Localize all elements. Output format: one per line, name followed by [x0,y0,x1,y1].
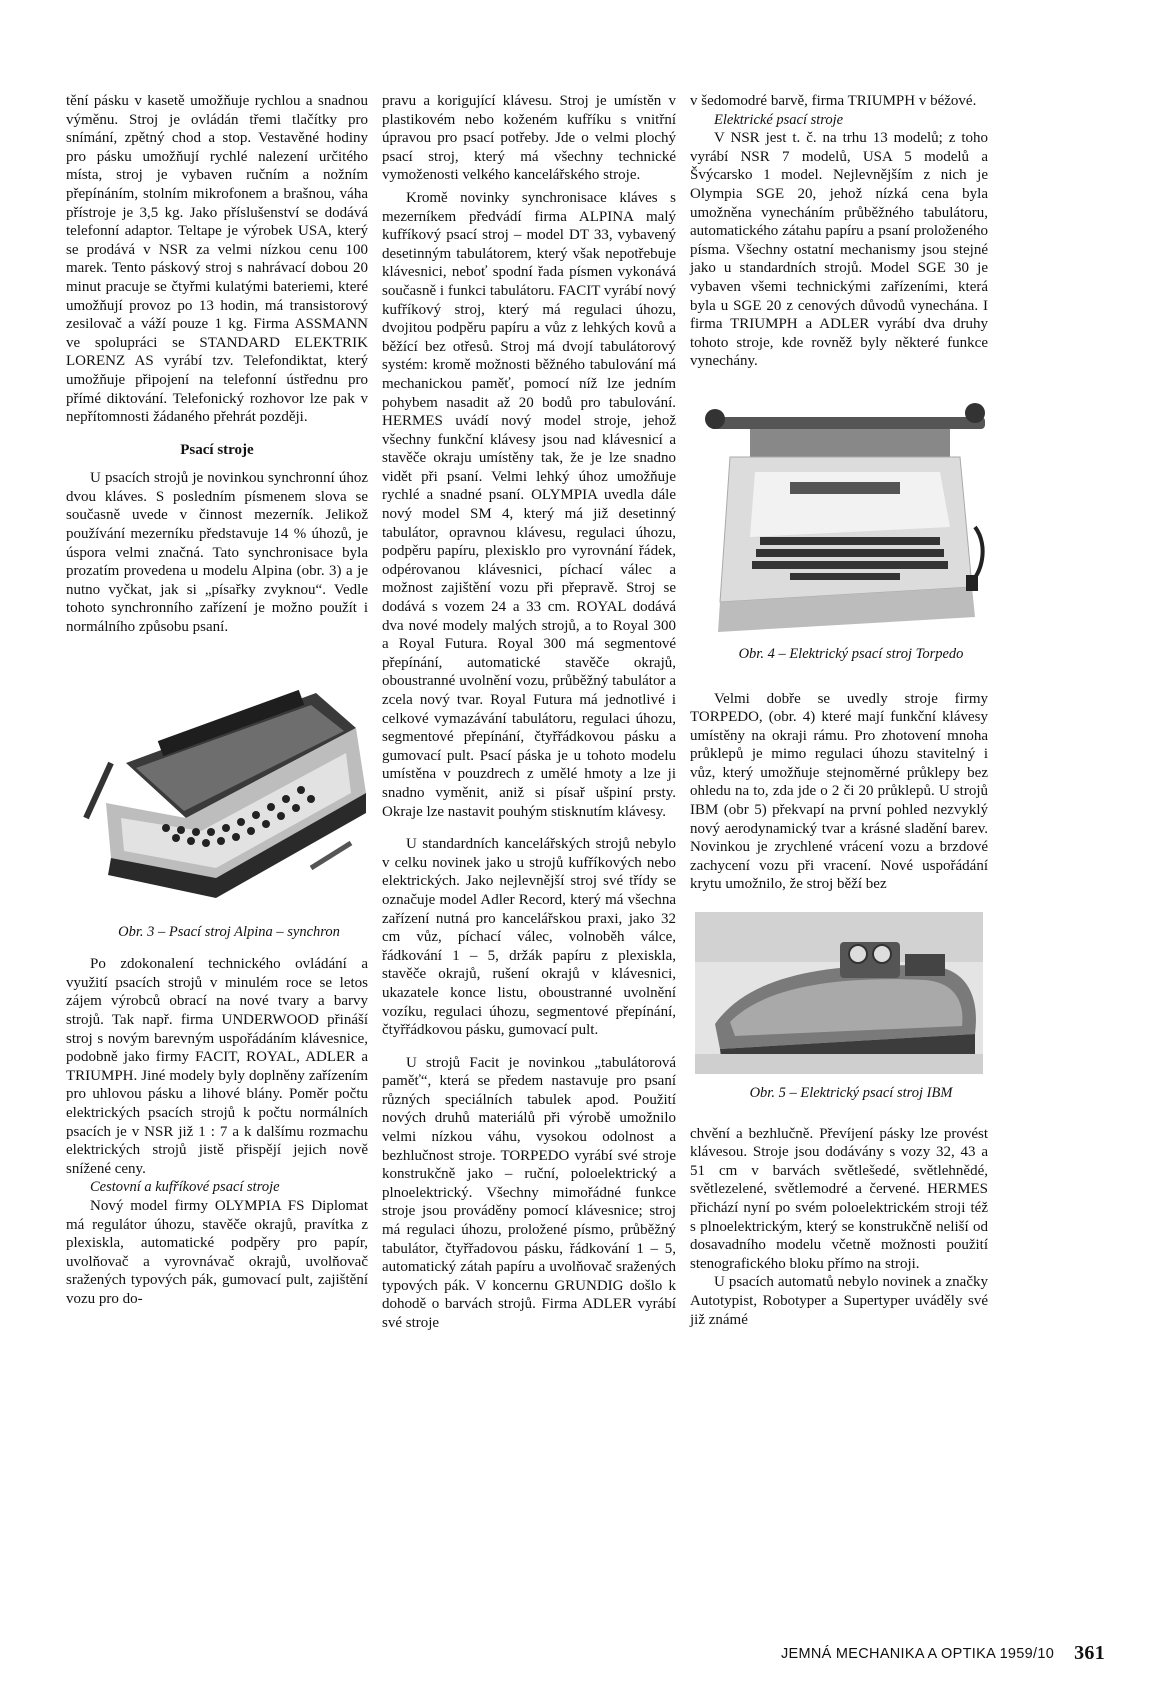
paragraph: U strojů Facit je novinkou „tabulátorová paměť“, která se předem nastavuje pro psaní různých speciálních tabulek apod. Použití nových druhů materiálů při výrobě umožnilo velmi nízkou váhu, vysokou odolnost a bezhlučnost stroje. TORPEDO vyrábí své stroje konstrukčně jako – ruční, poloelektrický a plnoelektrický. Všechny mimořádné funkce stroje jsou prováděny pomocí klávesnice; stroj má regulaci úhozu, proložené písmo, průběžný tabulátor, čtyřřadovou pásku, řádkování 1 – 5, automatický zátah papíru a uvolňovač sražených typových pák. V koncernu GRUNDIG došlo k dohodě o barvách strojů. Firma ADLER vyrábí své stroje [382,1054,676,1331]
paragraph: U psacích strojů je novinkou synchronní úhoz dvou kláves. S posledním písmenem slova se současně uvede v činnost mezerník. Jelikož používání mezerníku představuje 14 % úhozů, je úspora velmi značná. Tato synchronisace byla prozatím provedena u modelu Alpina (obr. 3) a je nutno vyčkat, jak si „písařky zvyknou“. Vedle tohoto synchronního zařízení je možno použít i normálního způsobu psaní. [66,470,368,636]
figure-3-caption: Obr. 3 – Psací stroj Alpina – synchron [118,923,340,940]
paragraph: v šedomodré barvě, firma TRIUMPH v béžové. [690,93,977,109]
paragraph: Velmi dobře se uvedly stroje firmy TORPEDO, (obr. 4) které mají funkční klávesy umístěny na okraji rámu. Pro zhotovení mnoha průklepů je mimo regulaci úhozu stavitelný i vůz, který umožňuje stejnoměrné průklepy bez ohledu na to, zda jde o 2 či 20 průklepů. U strojů IBM (obr 5) překvapí na první pohled nezvyklý nový aerodynamický tvar a krásné sladění barev. Novinkou je zrychlené vrácení vozu a brzdové zachycení vozu při vracení. Nové uspořádání krytu umožnilo, že stroj běží bez [690,690,988,893]
figure-4-torpedo-typewriter [690,377,988,664]
paragraph: tění pásku v kasetě umožňuje rychlou a snadnou výměnu. Stroj je ovládán třemi tlačítky pro snímání, zpětný chod a stop. Vestavěné hodiny pro pásku umožňují rychlé nalezení určitého místa, stroj je vybaven ručním a nožním přepínáním, stolním mikrofonem a brašnou, váha přístroje je 3,5 kg. Jako příslušenství se dodává telefonní adaptor. Teltape je výrobek USA, který se prodává v NSR za velmi nízkou cenu 100 marek. Tento páskový stroj s nahrávací dobou 20 minut pracuje se čtyřmi kulatými bateriemi, které umožňují provoz po 13 hodin, má transistorový zesilovač a váží pouze 1 kg. Firma ASSMANN ve spolupráci se STANDARD ELEKTRIK LORENZ AS vyrábí tzv. Telefondiktat, který umožňuje připojení na telefonní ústřednu pro přímé diktování. Telefonický rozhovor lze pak v nepřítomnosti žádaného přehrát později. [66,93,368,426]
column-1 [66,92,368,1309]
paragraph: Nový model firmy OLYMPIA FS Diplomat má regulátor úhozu, stavěče okrajů, pravítka z plexiskla, automatické podpěry pro papír, uvolňovač a vyrovnávač okrajů, uvolňovač sražených typových pák, gumovací pult, zajištění vozu pro do- [66,1197,368,1307]
column-3 [690,92,988,1329]
ibm-typewriter-image [690,904,988,1084]
paragraph: U psacích automatů nebylo novinek a značky Autotypist, Robotyper a Supertyper uváděly své již známé [690,1274,988,1328]
figure-5-caption: Obr. 5 – Elektrický psací stroj IBM [749,1085,953,1102]
paragraph: pravu a korigující klávesu. Stroj je umístěn v plastikovém nebo koženém kufříku s vnitřní úpravou pro psací potřeby. Jde o velmi plochý psací stroj, který má všechny technické vymoženosti velkého kancelářského stroje. [382,93,676,184]
alpina-typewriter-image [66,643,368,923]
paragraph: chvění a bezhlučně. Převíjení pásky lze provést klávesou. Stroje jsou dodávány s vozy 32, 43 a 51 cm v barvách světlešedé, světlehnědé, světlezelené, světlemodré a červené. HERMES přichází nyní po svém poloelektrickém stroji též s plnoelektrickým, který se konstrukčně neliší od dosavadního modelu včetně možnosti použití stenografického bloku přímo na stroji. [690,1125,988,1272]
paragraph: U standardních kancelářských strojů nebylo v celku novinek jako u strojů kufříkových nebo elektrických. Jako nejlevnější stroj své třídy se označuje model Adler Record, který má všechna zařízení nutná pro kancelářskou praxi, jako 32 cm vůz, píchací válec, volnoběh válce, řádkování 1 – 5, držák papíru z plexiskla, stavěče okrajů, rušení okrajů v klávesnici, ukazatele konce listu, oboustranné uvolnění vozíku, regulaci úhozu, segmentové přepínání, čtyřřádkovou pásku, gumovací pult. [382,836,676,1039]
page-footer [781,1642,1105,1665]
journal-name: JEMNÁ MECHANIKA A OPTIKA 1959/10 [780,1646,1055,1662]
page-number: 361 [1074,1642,1105,1664]
torpedo-typewriter-image [690,377,988,645]
subheading-cestovni: Cestovní a kufříkové psací stroje [90,1179,280,1196]
subheading-elektricke: Elektrické psací stroje [714,111,844,128]
figure-3-alpina-typewriter [66,643,368,942]
figure-4-caption: Obr. 4 – Elektrický psací stroj Torpedo [738,645,964,662]
section-heading-psaci-stroje: Psací stroje [180,441,254,458]
figure-5-ibm-typewriter [690,904,988,1103]
paragraph: V NSR jest t. č. na trhu 13 modelů; z toho vyrábí NSR 7 modelů, USA 5 modelů a Švýcarsko 1 model. Nejlevnějším z nich je Olympia SGE 20, jehož nízká cena byla umožněna vynecháním průběžného tabulátoru, automatického zátahu papíru a psaní proloženého písma. Všechny ostatní mechanismy jsou stejné jako u standardních strojů. Model SGE 30 je vybaven všemi technickými zařízeními, která byla u SGE 20 z cenových důvodů vynechána. I firma TRIUMPH a ADLER vyrábí dva druhy tohoto stroje, kde rovněž byly některé funkce vynechány. [690,130,988,370]
paragraph: Po zdokonalení technického ovládání a využití psacích strojů v minulém roce se letos zájem výrobců obrací na nové tvary a barvy strojů. Tak např. firma UNDERWOOD přináší stroj s novým barevným uspořádáním klávesnice, podobně jako firmy FACIT, ROYAL, ADLER a TRIUMPH. Jiné modely byly doplněny zařízením pro uhlovou pásku a lihové blány. Poměr počtu elektrických psacích strojů k počtu normálních psacích je v NSR již 1 : 7 a k dalšímu rozmachu elektrických strojů jistě přispějí jejich nově snížené ceny. [66,956,368,1177]
column-2 [382,92,676,1333]
paragraph: Kromě novinky synchronisace kláves s mezerníkem předvádí firma ALPINA malý kufříkový psací stroj – model DT 33, vybavený desetinným tabulátorem, který však nepotřebuje klávesnici, neboť spodní řada písmen vykonává současně i funkci tabulátoru. FACIT vyrábí nový kufříkový stroj, který má regulaci úhozu, dvojitou podpěru papíru a vůz z lehkých kovů a běžící bez otřesů. Stroj má dvojí tabulátorový systém: kromě možnosti běžného tabulování má mechanickou paměť, pomocí níž lze jedním pohybem nasadit až 20 bodů pro tabulování. HERMES uvádí nový model stroje, jehož všechny funkční klávesy jsou nad klávesnicí a stavěče okraju umístěny tak, že je lze snadno vidět při psaní. Velmi lehký úhoz umožňuje rychlé a snadné psaní. OLYMPIA uvedla dále nový model SM 4, který má již desetinný tabulátor, opravnou klávesu, regulaci úhozu, podpěru papíru, plexisklo pro vyrovnání řádek, odpérovanou klávesnici, píchací válec a možnost zajištění vozu při přepravě. Stroj se dodává s vozem 24 a 33 cm. ROYAL dodává dva nové modely malých strojů, a to Royal 300 a Royal Futura. Royal 300 má segmentové přepínání, automatické stavěče okrajů, oboustranné uvolnění vozu, průběžný tabulátor a zcela nový tvar. Royal Futura má jednotlivé i celkové vymazávání tabulátoru, regulaci úhozu, segmentové přepínání, čtyřřádkovou pásku a gumovací pult. Psací páska je u tohoto modelu umístěna v pouzdrech z umělé hmoty a lze ji snadno vyměnit, aniž si písař ušpiní prsty. Okraje lze nastavit pouhým stisknutím klávesy. [382,189,676,820]
